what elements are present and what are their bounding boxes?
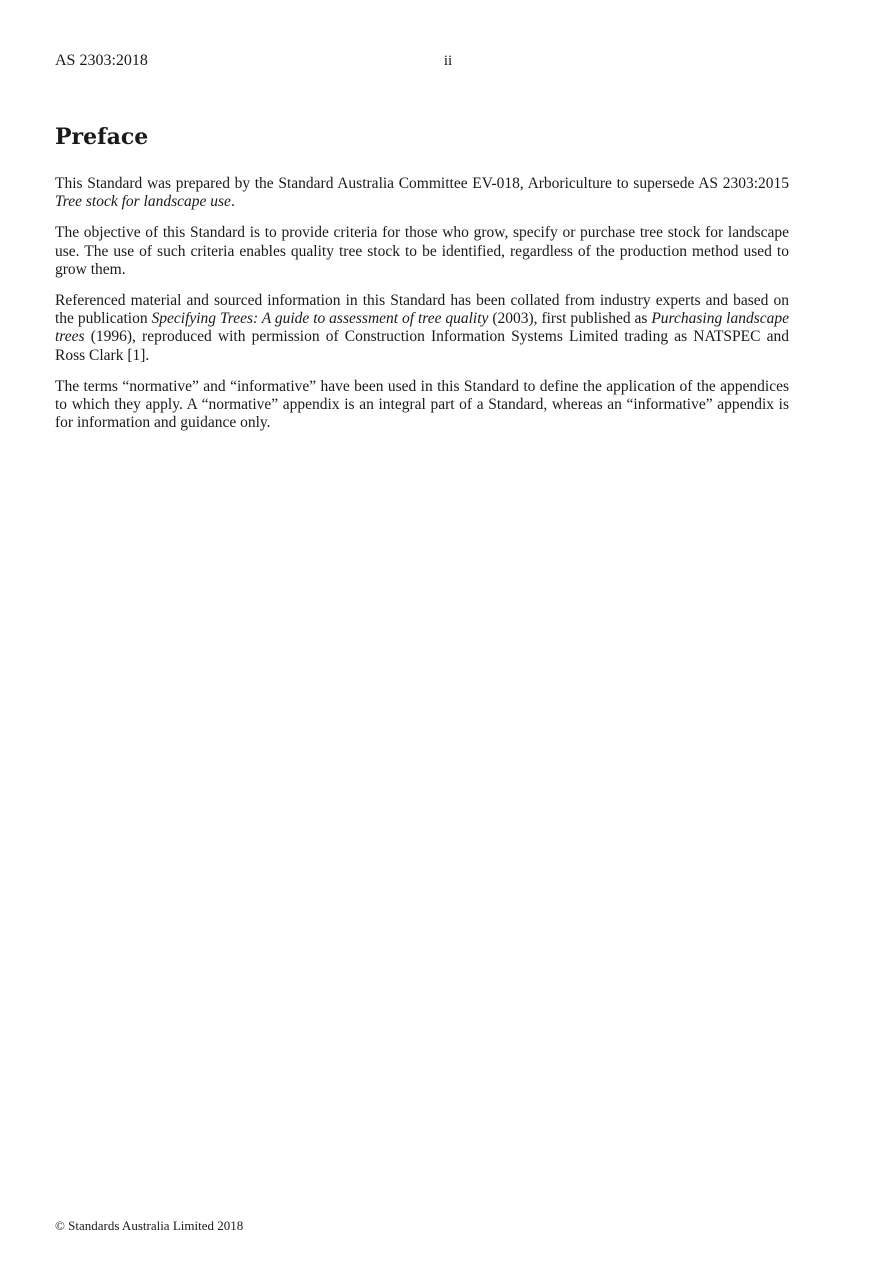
- paragraph-3: [55, 292, 789, 365]
- page-title: Preface: [55, 124, 149, 150]
- paragraph-3-text-a: Referenced material and sourced information in this Standard has been collated from industry experts and based on the publication: [55, 292, 789, 328]
- paragraph-1-title-italic: Tree stock for landscape use: [55, 193, 231, 211]
- paragraph-3-earlier-publication-italic: Purchasing landscape trees: [55, 310, 789, 346]
- paragraph-2: The objective of this Standard is to provide criteria for those who grow, specify or purchase tree stock for landscape use. The use of such criteria enables quality tree stock to be identified, regardless of the production method used to grow them.: [55, 224, 789, 278]
- copyright-footer: © Standards Australia Limited 2018: [55, 1218, 244, 1233]
- paragraph-4: The terms “normative” and “informative” have been used in this Standard to define the application of the appendices to which they apply. A “normative” appendix is an integral part of a Standard, whereas an “informative” appendix is for information and guidance only.: [55, 377, 789, 432]
- preface-body: [55, 175, 789, 445]
- paragraph-3-text-e: (1996), reproduced with permission of Construction Information Systems Limited trading as NATSPEC and Ross Clark [1].: [55, 328, 789, 364]
- paragraph-1-text-c: .: [230, 193, 235, 211]
- page-number: ii: [443, 53, 453, 69]
- paragraph-3-text-c: (2003), first published as: [488, 310, 652, 328]
- document-id: AS 2303:2018: [55, 52, 148, 69]
- paragraph-1: [55, 175, 789, 211]
- paragraph-1-text-a: This Standard was prepared by the Standard Australia Committee EV-018, Arboriculture to supersede AS 2303:2015: [55, 175, 789, 192]
- paragraph-3-publication-italic: Specifying Trees: A guide to assessment of tree quality: [151, 310, 489, 328]
